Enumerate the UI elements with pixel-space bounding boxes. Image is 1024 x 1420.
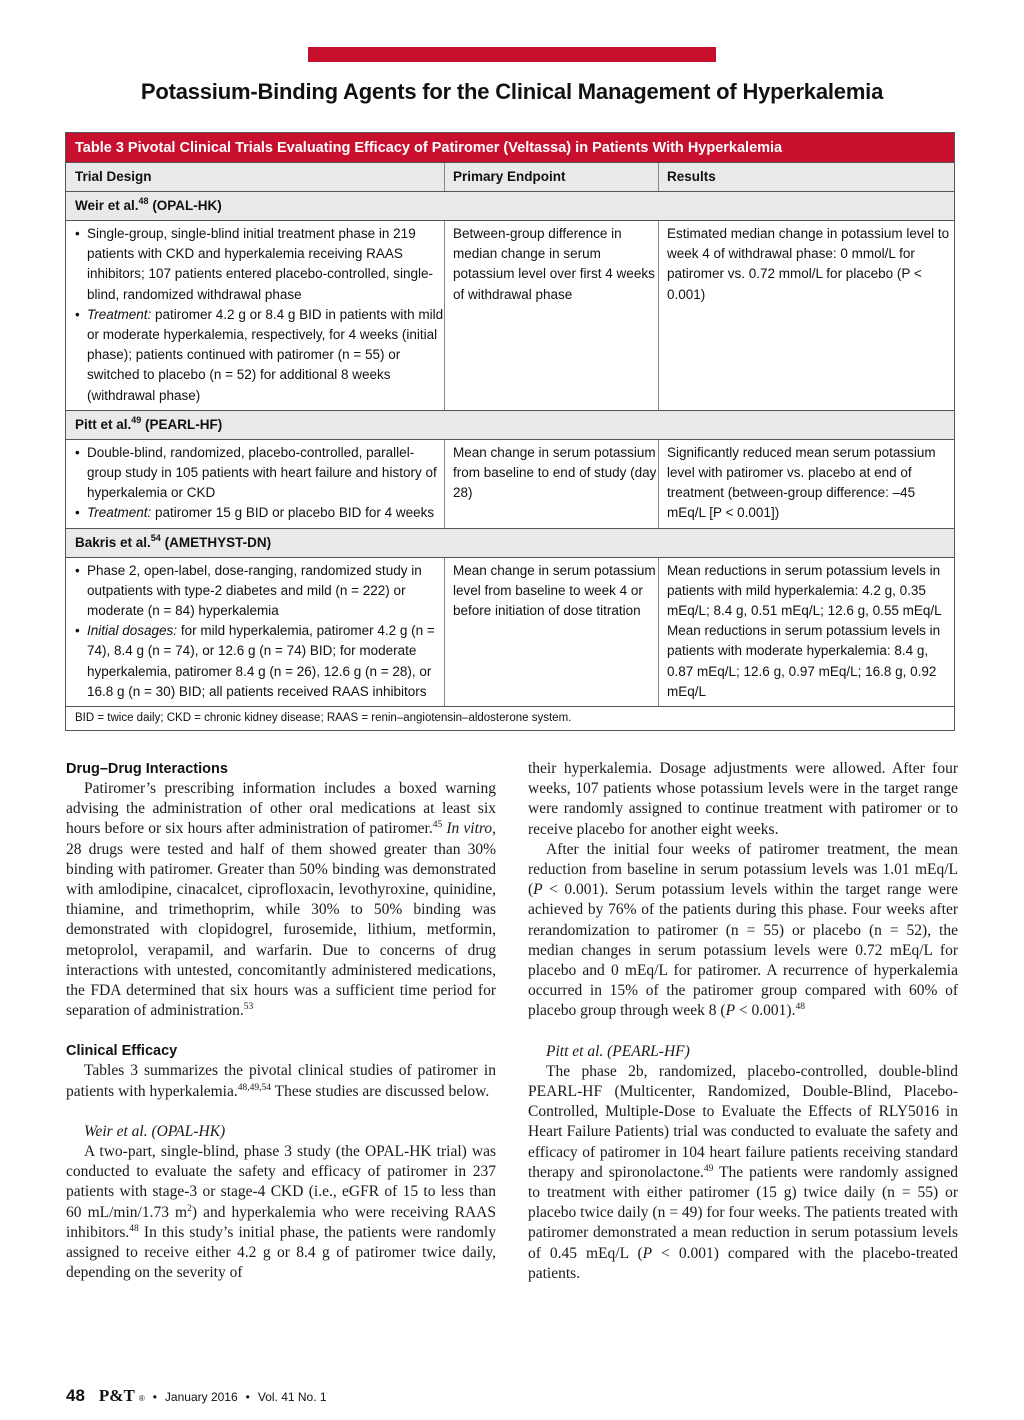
section-ref: 49 — [131, 414, 142, 425]
subheading-pitt: Pitt et al. (PEARL-HF) — [546, 1042, 690, 1060]
heading-drug-interactions: Drug–Drug Interactions — [66, 761, 228, 777]
body-column-right — [528, 759, 958, 1284]
page-number: 48 — [66, 1386, 85, 1405]
registered-mark: ® — [138, 1394, 145, 1403]
header-results: Results — [658, 163, 954, 191]
section-head-pitt — [66, 410, 954, 439]
endpoint-cell: Mean change in serum potassium from baseline to end of study (day 28) — [444, 440, 658, 528]
subheading-weir: Weir et al. (OPAL-HK) — [84, 1122, 226, 1140]
table-footnote: BID = twice daily; CKD = chronic kidney disease; RAAS = renin–angiotensin–aldosterone system. — [66, 706, 954, 730]
section-trial: (AMETHYST-DN) — [164, 534, 272, 550]
table-row — [66, 439, 954, 528]
paragraph-weir-continued: their hyperkalemia. Dosage adjustments were allowed. After four weeks, 107 patients whose potassium levels were in the target range were randomly assigned to continue treatment with patiromer or to receive placebo for another eight weeks. — [528, 760, 958, 838]
volume-number: Vol. 41 No. 1 — [257, 1390, 327, 1404]
results-moderate: Mean reductions in serum potassium levels in patients with moderate hyperkalemia: 8.4 g, 0.87 mEq/L; 12.6 g, 0.97 mEq/L; 16.8 g, 0.92 mEq/L — [667, 623, 941, 699]
table-row — [66, 557, 954, 706]
section-author: Weir et al. — [75, 198, 139, 213]
results-cell — [658, 558, 954, 706]
table-row — [66, 220, 954, 410]
trial-design-cell: • Double-blind, randomized, placebo-controlled, parallel-group study in 105 patients with heart failure and history of hyperkalemia or CKD • Treatment: patiromer 15 g BID or placebo BID for 4 weeks — [66, 440, 444, 528]
design-bullet-2: Initial dosages: for mild hyperkalemia, patiromer 4.2 g (n = 74), 8.4 g (n = 74), or 12.6 g (n = 74) BID; for moderate hyperkalemia, patiromer 8.4 g (n = 26), 12.6 g (n = 28), or 16.8 g (n = 30) BID; all patients received RAAS inhibitors — [87, 623, 435, 699]
paragraph-efficacy-intro: Tables 3 summarizes the pivotal clinical studies of patiromer in patients with hyperkalemia.$^{48,49,54}$ These studies are discussed below. — [66, 1062, 496, 1100]
section-head-weir — [66, 191, 954, 220]
paragraph-pitt: The phase 2b, randomized, placebo-controlled, double-blind PEARL-HF (Multicenter, Randomized, Double-Blind, Placebo-Controlled, Multiple-Dose to Evaluate the Effects of RLY5016 in Heart Failure Patients) trial was conducted to evaluate the safety and efficacy of patiromer in 104 heart failure patients receiving standard therapy and spironolactone.$^{49}$ The patients were randomly assigned to treatment with either patiromer (15 g) twice daily (n = 55) or placebo twice daily (n = 49) for four weeks. The patients treated with patiromer demonstrated a mean reduction in serum potassium levels of 0.45 mEq/L (P < 0.001) compared with the placebo-treated patients. — [528, 1062, 958, 1282]
section-head-bakris — [66, 528, 954, 557]
trial-design-cell: • Single-group, single-blind initial treatment phase in 219 patients with CKD and hyperkalemia receiving RAAS inhibitors; 107 patients entered placebo-controlled, single-blind, randomized withdrawal phase • Treatment: patiromer 4.2 g or 8.4 g BID in patients with mild or moderate hyperkalemia, respectively, for 4 weeks (initial phase); patients continued with patiromer (n = 55) or switched to placebo (n = 52) for additional 8 weeks (withdrawal phase) — [66, 221, 444, 410]
table-header-row — [66, 162, 954, 191]
table-title: Table 3 Pivotal Clinical Trials Evaluating Efficacy of Patiromer (Veltassa) in Patients With Hyperkalemia — [66, 133, 954, 162]
heading-clinical-efficacy: Clinical Efficacy — [66, 1043, 178, 1060]
endpoint-cell: Between-group difference in median change in serum potassium level over first 4 weeks of withdrawal phase — [444, 221, 658, 410]
trial-design-cell: • Phase 2, open-label, dose-ranging, randomized study in outpatients with type-2 diabetes and mild (n = 222) or moderate (n = 84) hyperkalemia • Initial dosages: for mild hyperkalemia, patiromer 4.2 g (n = 74), 8.4 g (n = 74), or 12.6 g (n = 74) BID; for moderate hyperkalemia, patiromer 8.4 g (n = 26), 12.6 g (n = 28), or 16.8 g (n = 30) BID; all patients received RAAS inhibitors — [66, 558, 444, 706]
endpoint-cell: Mean change in serum potassium level from baseline to week 4 or before initiation of dose titration — [444, 558, 658, 706]
page-footer: 48 P&T $_®$ • January 2016 • Vol. 41 No. 1 — [66, 1386, 327, 1405]
header-primary-endpoint: Primary Endpoint — [444, 163, 658, 191]
section-trial: (PEARL-HF) — [145, 416, 223, 432]
paragraph-weir-results: After the initial four weeks of patiromer treatment, the mean reduction from baseline in serum potassium levels was 1.01 mEq/L (P < 0.001). Serum potassium levels within the target range were achieved by 76% of the patients during this phase. Four weeks after rerandomization to patiromer (n = 55) or placebo (n = 52), the median changes in serum potassium levels were 0.72 mEq/L for placebo and 0 mEq/L for patiromer. A recurrence of hyperkalemia occurred in 15% of the patiromer group compared with 60% of placebo group through week 8 (P < 0.001).$^{48}$ — [528, 840, 958, 1020]
design-bullet-2: Treatment: patiromer 4.2 g or 8.4 g BID in patients with mild or moderate hyperkalemia, respectively, for 4 weeks (initial phase); patients continued with patiromer (n = 55) or switched to placebo (n = 52) for additional 8 weeks (withdrawal phase) — [87, 306, 444, 403]
design-bullet-1: Phase 2, open-label, dose-ranging, randomized study in outpatients with type-2 diabetes and mild (n = 222) or moderate (n = 84) hyperkalemia — [87, 562, 422, 619]
journal-name: P&T — [98, 1386, 135, 1405]
header-accent-bar — [308, 47, 716, 62]
section-ref: 48 — [138, 196, 149, 206]
results-cell: Significantly reduced mean serum potassium level with patiromer vs. placebo at end of treatment (between-group difference: –45 mEq/L [P < 0.001]) — [658, 440, 954, 528]
results-mild: Mean reductions in serum potassium levels in patients with mild hyperkalemia: 4.2 g, 0.35 mEq/L; 8.4 g, 0.51 mEq/L; 12.6 g, 0.55 mEq/L — [667, 562, 942, 619]
section-author: Bakris et al. — [75, 534, 151, 550]
page-title: Potassium-Binding Agents for the Clinical Management of Hyperkalemia — [140, 79, 884, 104]
design-bullet-2: Treatment: patiromer 15 g BID or placebo BID for 4 weeks — [87, 505, 435, 521]
table-3 — [65, 132, 955, 731]
issue-date: January 2016 — [164, 1390, 238, 1404]
design-bullet-1: Double-blind, randomized, placebo-controlled, parallel-group study in 105 patients with heart failure and history of hyperkalemia or CKD — [87, 444, 437, 501]
results-cell: Estimated median change in potassium level to week 4 of withdrawal phase: 0 mmol/L for patiromer vs. 0.72 mmol/L for placebo (P < 0.001) — [658, 221, 954, 410]
section-author: Pitt et al. — [75, 416, 132, 432]
section-ref: 54 — [150, 532, 161, 543]
paragraph-drug-interactions: Patiromer’s prescribing information includes a boxed warning advising the administration of other oral medications at least six hours before or six hours after administration of patiromer.$^{45}$ In vitro, 28 drugs were tested and half of them showed greater than 30% binding with patiromer. Greater than 50% binding was demonstrated with amlodipine, cinacalcet, ciprofloxacin, levothyroxine, quinidine, thiamine, and trimethoprim, while 30% to 50% binding was demonstrated with clopidogrel, furosemide, lithium, metformin, metoprolol, verapamil, and warfarin. Due to concerns of drug interactions with untested, concomitantly administered medications, the FDA determined that six hours was a sufficient time period for separation of administration.$^{53}$ — [66, 780, 496, 1020]
body-column-left — [66, 759, 496, 1283]
design-bullet-1: Single-group, single-blind initial treatment phase in 219 patients with CKD and hyperkalemia receiving RAAS inhibitors; 107 patients entered placebo-controlled, single-blind, randomized withdrawal phase — [87, 226, 433, 302]
paragraph-weir: A two-part, single-blind, phase 3 study (the OPAL-HK trial) was conducted to evaluate the safety and efficacy of patiromer in 237 patients with stage-3 or stage-4 CKD (i.e., eGFR of 15 to less than 60 mL/min/1.73 $m^2$) and hyperkalemia who were receiving RAAS inhibitors.$^{48}$ In this study’s initial phase, the patients were randomly assigned to receive either 4.2 g or 8.4 g of patiromer twice daily, depending on the severity of — [66, 1143, 496, 1282]
header-trial-design: Trial Design — [75, 169, 152, 184]
section-trial: (OPAL-HK) — [152, 198, 222, 213]
